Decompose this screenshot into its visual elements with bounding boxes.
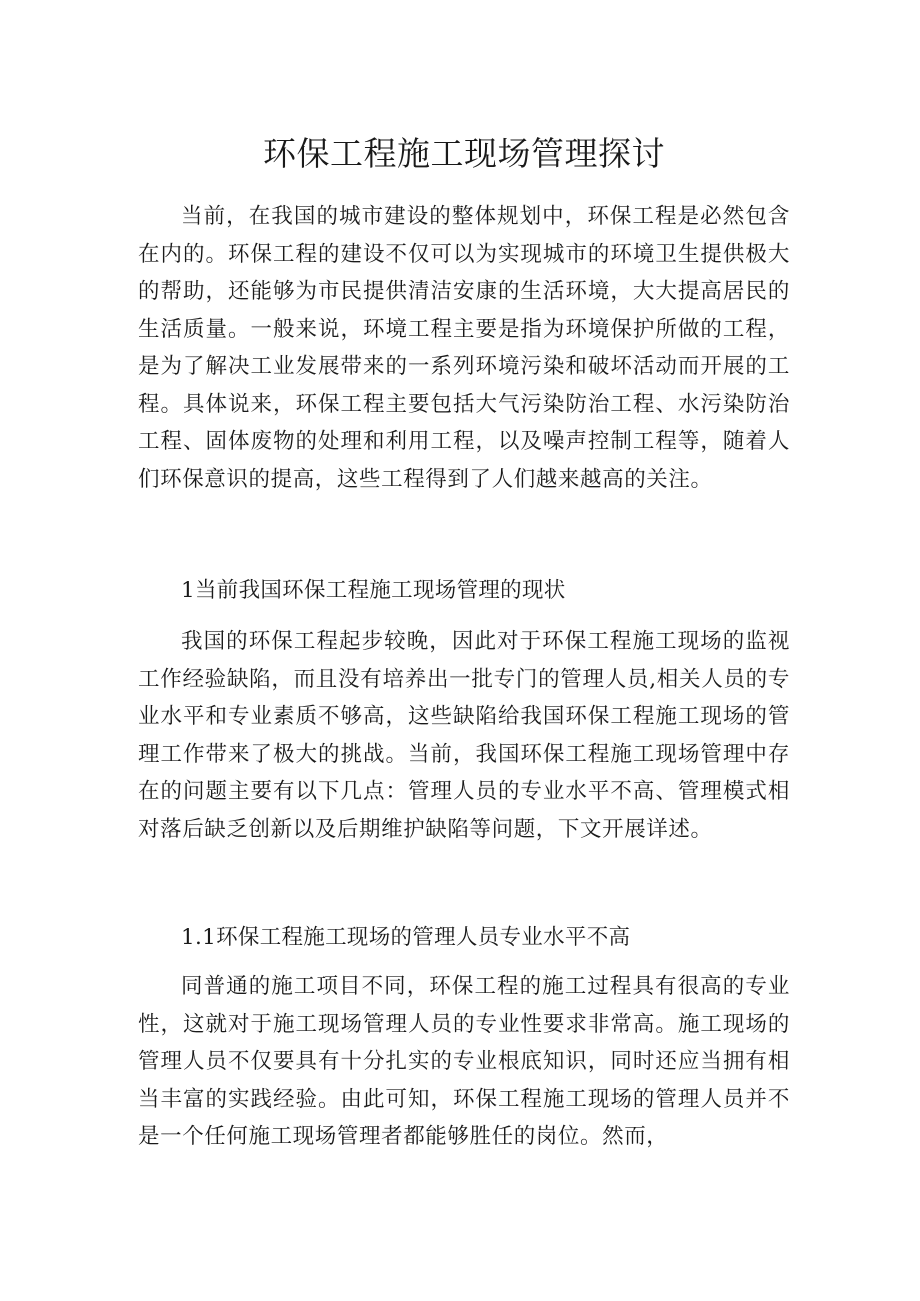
paragraph-current-status: 我国的环保工程起步较晚，因此对于环保工程施工现场的监视工作经验缺陷，而且没有培养出一批专门的管理人员,相关人员的专业水平和专业素质不够高，这些缺陷给我国环保工程施工现场的管理工作带来了极大的挑战。当前，我国环保工程施工现场管理中存在的问题主要有以下几点：管理人员的专业水平不高、管理模式相对落后缺乏创新以及后期维护缺陷等问题，下文开展详述。 (138, 629, 790, 842)
paragraph-staff-expertise: 同普通的施工项目不同，环保工程的施工过程具有很高的专业性，这就对于施工现场管理人员的专业性要求非常高。施工现场的管理人员不仅要具有十分扎实的专业根底知识，同时还应当拥有相当丰富的实践经验。由此可知，环保工程施工现场的管理人员并不是一个任何施工现场管理者都能够胜任的岗位。然而， (138, 974, 790, 1149)
document-title: 环保工程施工现场管理探讨 (263, 134, 665, 173)
paragraph-intro: 当前，在我国的城市建设的整体规划中，环保工程是必然包含在内的。环保工程的建设不仅可以为实现城市的环境卫生提供极大的帮助，还能够为市民提供清洁安康的生活环境，大大提高居民的生活质量。一般来说，环境工程主要是指为环境保护所做的工程，是为了解决工业发展带来的一系列环境污染和破坏活动而开展的工程。具体说来，环保工程主要包括大气污染防治工程、水污染防治工程、固体废物的处理和利用工程，以及噪声控制工程等，随着人们环保意识的提高，这些工程得到了人们越来越高的关注。 (138, 204, 790, 492)
section-heading-1: 1当前我国环保工程施工现场管理的现状 (181, 578, 566, 603)
section-heading-1-1: 1.1环保工程施工现场的管理人员专业水平不高 (181, 925, 631, 950)
